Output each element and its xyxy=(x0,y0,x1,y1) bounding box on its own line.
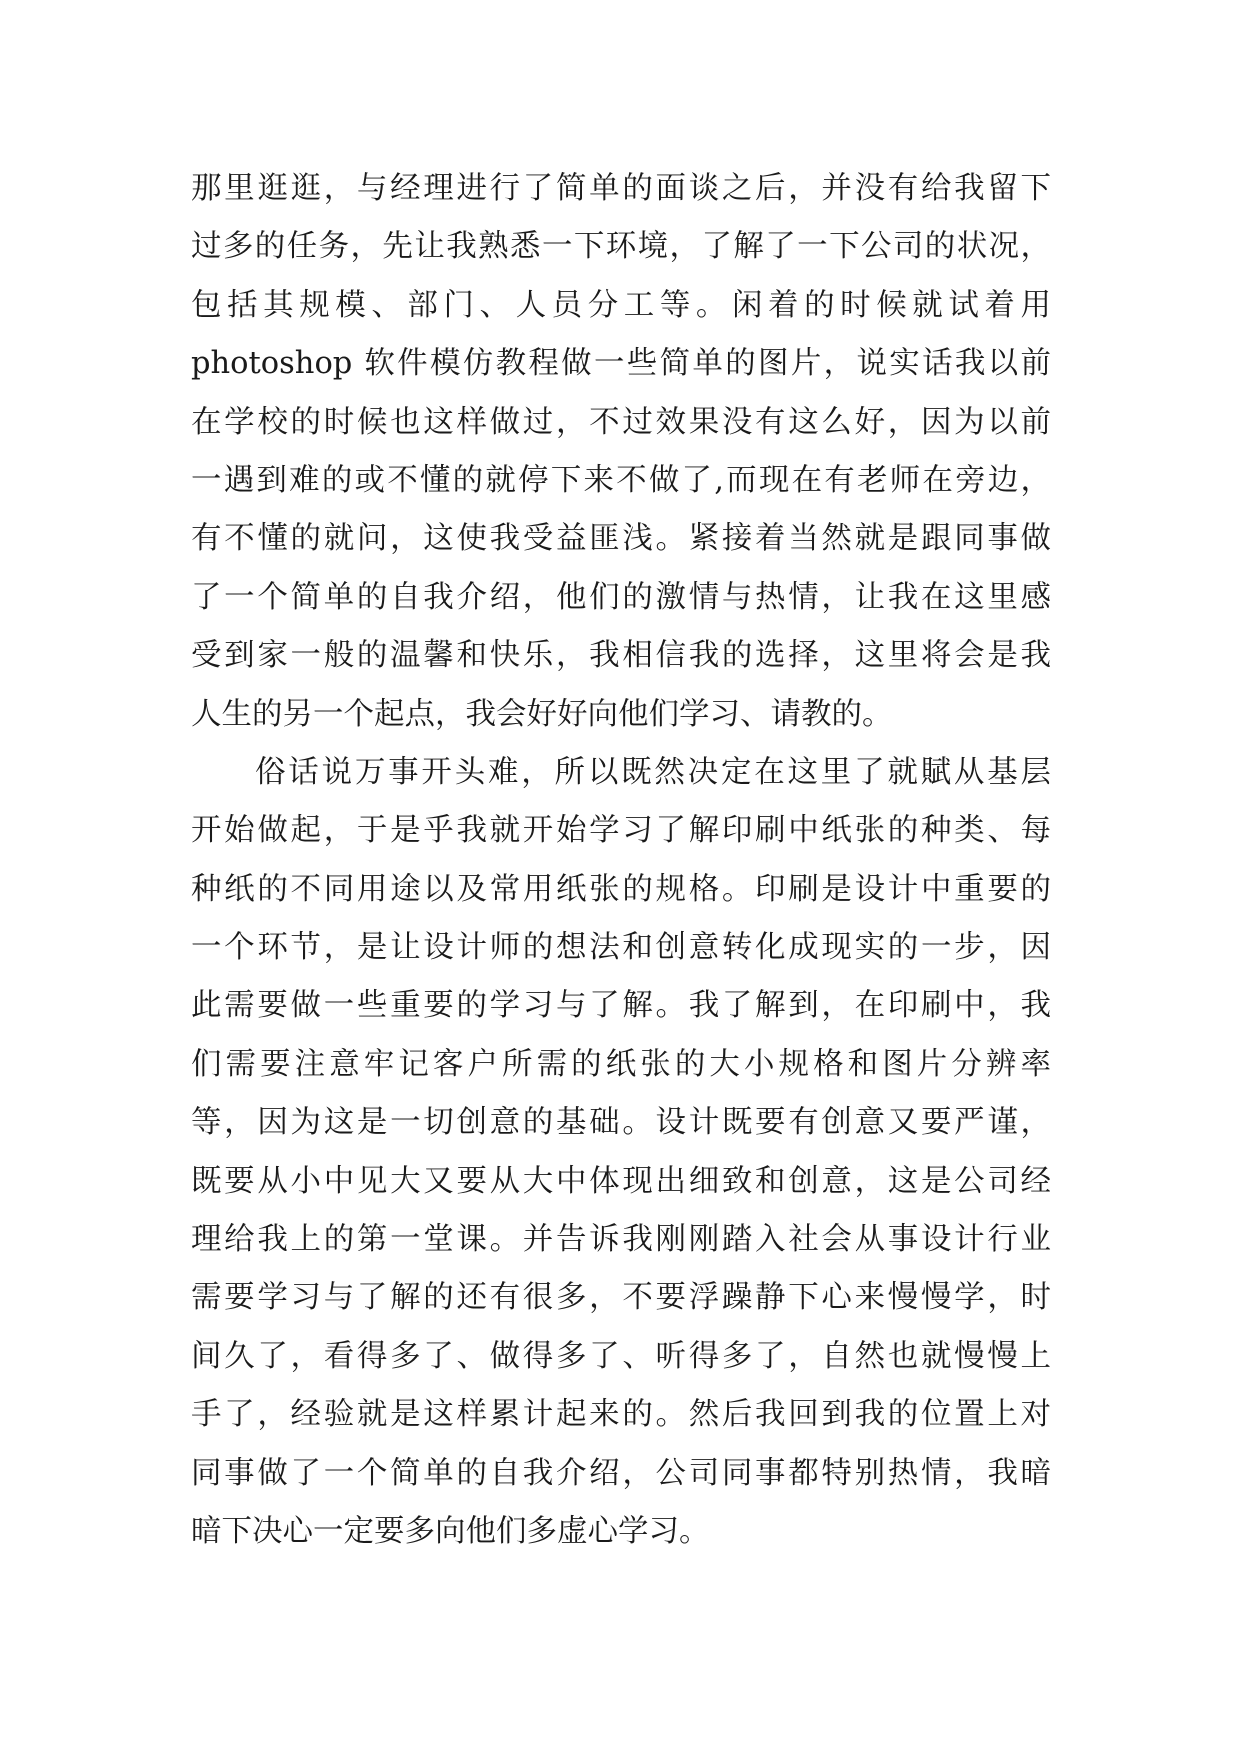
text-line: 开始做起，于是乎我就开始学习了解印刷中纸张的种类、每 xyxy=(191,813,1051,849)
text-line: 手了，经验就是这样累计起来的。然后我回到我的位置上对 xyxy=(191,1397,1051,1433)
text-line: 理给我上的第一堂课。并告诉我刚刚踏入社会从事设计行业 xyxy=(191,1222,1051,1258)
text-line: 那里逛逛，与经理进行了简单的面谈之后，并没有给我留下 xyxy=(191,171,1051,206)
text-line: 在学校的时候也这样做过，不过效果没有这么好，因为以前 xyxy=(191,404,1051,440)
paragraph-2 xyxy=(191,744,1051,1561)
body-text xyxy=(191,160,1051,1561)
text-line: 有不懂的就问，这使我受益匪浅。紧接着当然就是跟同事做 xyxy=(191,521,1051,557)
text-line: photoshop 软件模仿教程做一些简单的图片，说实话我以前 xyxy=(191,346,1051,382)
text-line: 此需要做一些重要的学习与了解。我了解到，在印刷中，我 xyxy=(191,988,1051,1024)
text-line: 了一个简单的自我介绍，他们的激情与热情，让我在这里感 xyxy=(191,579,1051,615)
text-line: 既要从小中见大又要从大中体现出细致和创意，这是公司经 xyxy=(191,1163,1051,1199)
text-line: 们需要注意牢记客户所需的纸张的大小规格和图片分辨率 xyxy=(191,1046,1051,1082)
text-line: 包括其规模、部门、人员分工等。闲着的时候就试着用 xyxy=(191,287,1051,323)
text-line: 种纸的不同用途以及常用纸张的规格。印刷是设计中重要的 xyxy=(191,871,1051,907)
text-line: 受到家一般的温馨和快乐，我相信我的选择，这里将会是我 xyxy=(191,638,1051,674)
text-line: 间久了，看得多了、做得多了、听得多了，自然也就慢慢上 xyxy=(191,1338,1051,1374)
text-line: 需要学习与了解的还有很多，不要浮躁静下心来慢慢学，时 xyxy=(191,1280,1051,1316)
text-line: 俗话说万事开头难，所以既然决定在这里了就賦从基层 xyxy=(255,754,1051,790)
text-line: 一遇到难的或不懂的就停下来不做了,而现在有老师在旁边， xyxy=(191,462,1051,498)
text-line: 同事做了一个简单的自我介绍，公司同事都特别热情，我暗 xyxy=(191,1455,1051,1491)
text-line: 等，因为这是一切创意的基础。设计既要有创意又要严谨， xyxy=(191,1105,1051,1141)
text-line: 一个环节，是让设计师的想法和创意转化成现实的一步，因 xyxy=(191,930,1051,966)
paragraph-1 xyxy=(191,160,1051,744)
text-line: 过多的任务，先让我熟悉一下环境，了解了一下公司的状况， xyxy=(191,229,1051,265)
text-line: 暗下决心一定要多向他们多虚心学习。 xyxy=(191,1513,710,1549)
text-line: 人生的另一个起点，我会好好向他们学习、请教的。 xyxy=(191,696,893,732)
